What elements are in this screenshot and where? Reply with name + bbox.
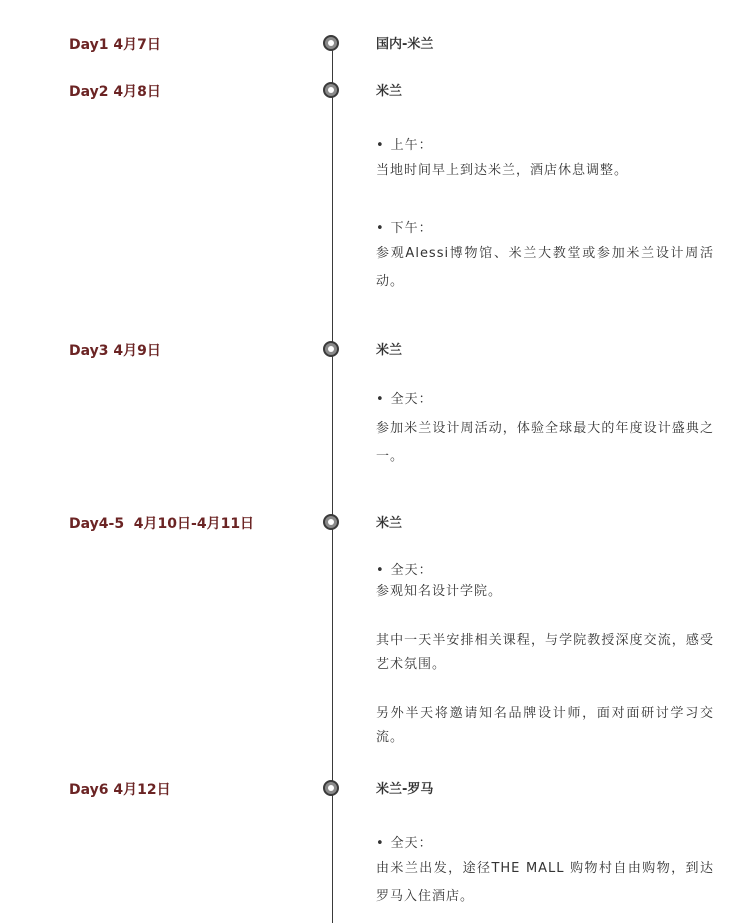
section-paragraph: 参观知名设计学院。 bbox=[376, 584, 503, 599]
day-location: 米兰-罗马 bbox=[376, 782, 434, 797]
bullet-dot-icon: • bbox=[376, 138, 385, 153]
day-label: Day1 4月7日 bbox=[69, 37, 161, 53]
bullet-dot-icon: • bbox=[376, 836, 385, 851]
day-label: Day6 4月12日 bbox=[69, 782, 171, 798]
timeline-node-icon bbox=[323, 82, 339, 98]
day-location: 米兰 bbox=[376, 343, 403, 358]
section-paragraph: 参观Alessi博物馆、米兰大教堂或参加米兰设计周活动。 bbox=[376, 246, 714, 289]
day-section bbox=[376, 562, 716, 750]
section-paragraph: 参加米兰设计周活动，体验全球最大的年度设计盛典之一。 bbox=[376, 421, 714, 464]
section-bullet: • 下午： bbox=[376, 221, 433, 236]
day-section bbox=[376, 835, 716, 911]
day-location: 国内-米兰 bbox=[376, 37, 434, 52]
section-bullet: • 全天： bbox=[376, 836, 433, 851]
day-section bbox=[376, 137, 716, 185]
day-section bbox=[376, 220, 716, 296]
day-location: 米兰 bbox=[376, 516, 403, 531]
bullet-dot-icon: • bbox=[376, 221, 385, 236]
timeline-node-icon bbox=[323, 341, 339, 357]
section-paragraph: 另外半天将邀请知名品牌设计师，面对面研讨学习交流。 bbox=[376, 706, 714, 745]
section-paragraph: 由米兰出发，途径THE MALL 购物村自由购物，到达罗马入住酒店。 bbox=[376, 861, 714, 904]
day-location: 米兰 bbox=[376, 84, 403, 99]
day-label: Day4-5 4月10日-4月11日 bbox=[69, 516, 255, 532]
section-bullet: • 全天： bbox=[376, 392, 433, 407]
section-paragraph: 当地时间早上到达米兰，酒店休息调整。 bbox=[376, 163, 629, 178]
day-label: Day2 4月8日 bbox=[69, 84, 161, 100]
section-bullet: • 全天： bbox=[376, 563, 433, 578]
section-paragraph: 其中一天半安排相关课程，与学院教授深度交流，感受艺术氛围。 bbox=[376, 633, 714, 672]
section-bullet: • 上午： bbox=[376, 138, 433, 153]
day-section bbox=[376, 391, 716, 471]
timeline-node-icon bbox=[323, 35, 339, 51]
day-label: Day3 4月9日 bbox=[69, 343, 161, 359]
timeline-node-icon bbox=[323, 780, 339, 796]
bullet-dot-icon: • bbox=[376, 563, 385, 578]
timeline-node-icon bbox=[323, 514, 339, 530]
bullet-dot-icon: • bbox=[376, 392, 385, 407]
